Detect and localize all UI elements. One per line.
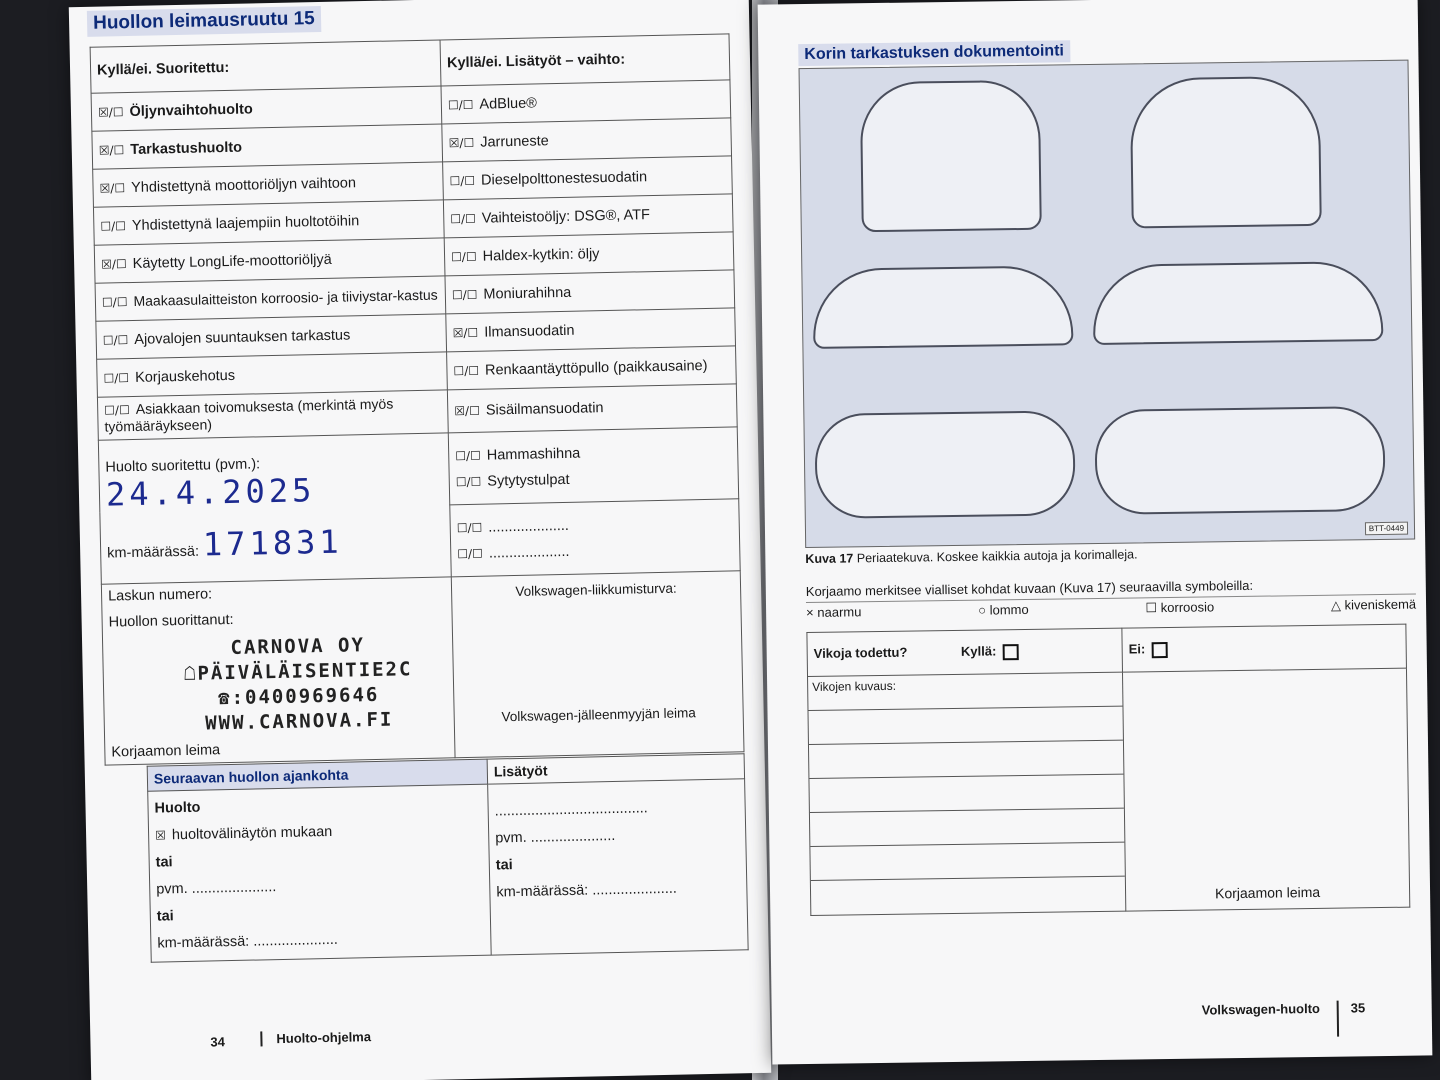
stone-chip-symbol: △ kiveniskemä	[1330, 596, 1417, 613]
form-row	[447, 346, 737, 390]
dent-symbol: ○ lommo	[978, 601, 1029, 618]
dealer-stamp-label: Volkswagen-jälleenmyyjän leima	[501, 705, 697, 725]
row-label: Öljynvaihtohuolto	[129, 100, 253, 120]
date-field[interactable]: pvm. .....................	[495, 827, 616, 847]
indicator-label: huoltovälinäytön mukaan	[171, 823, 333, 844]
row-label: Asiakkaan toivomuksesta (merkintä myös työmääräykseen)	[104, 395, 394, 435]
row-label: Renkaantäyttöpullo (paikkausaine)	[484, 357, 708, 379]
scratch-symbol: × naarmu	[806, 604, 862, 621]
checkbox-pair[interactable]: ☐/☐	[456, 520, 483, 535]
legend-instruction: Korjaamo merkitsee vialliset kohdat kuvaan (Kuva 17) seuraavilla symboleilla:	[806, 576, 1416, 604]
symbol-legend	[806, 576, 1416, 622]
row-label: Yhdistettynä laajempiin huoltotöihin	[131, 212, 360, 234]
no-checkbox[interactable]	[1151, 642, 1167, 658]
invoice-label: Laskun numero:	[107, 586, 213, 605]
form-row	[445, 270, 735, 314]
row-label: Haldex-kytkin: öljy	[482, 245, 600, 265]
figure-code: BTT-0449	[1365, 522, 1408, 536]
or-label: tai	[495, 857, 513, 874]
form-row	[448, 427, 738, 505]
row-label: Moniurahihna	[483, 284, 572, 303]
yes-checkbox[interactable]	[1002, 644, 1018, 660]
row-label: Sytytystulpat	[487, 471, 570, 490]
checkbox-pair[interactable]: ☐/☐	[103, 370, 130, 386]
checkbox-pair[interactable]: ☐/☐	[104, 403, 130, 418]
checkbox-pair[interactable]: ☒/☐	[452, 325, 479, 340]
form-row	[442, 118, 732, 162]
row-label: Korjauskehotus	[134, 367, 236, 386]
page-number-right: 35	[1337, 1000, 1366, 1036]
row-label: Tarkastushuolto	[130, 139, 243, 158]
row-label: ....................	[488, 543, 570, 562]
car-left-side-view	[812, 265, 1073, 349]
no-cell	[1122, 624, 1407, 672]
checkbox-pair[interactable]: ☐/☐	[455, 474, 482, 489]
stamp-line: CARNOVA OY	[230, 634, 366, 659]
page-title: Huollon leimausruutu 15	[87, 6, 321, 37]
car-rear-view	[860, 80, 1042, 232]
description-line[interactable]	[809, 775, 1123, 813]
extra-works-line[interactable]: ......................................	[494, 800, 648, 820]
workshop-stamp-label-right: Korjaamon leima	[1214, 883, 1321, 902]
description-label: Vikojen kuvaus:	[808, 673, 1122, 711]
workshop-stamp-label: Korjaamon leima	[111, 742, 221, 761]
stamp-line: ☎:0400969646	[217, 683, 380, 710]
workshop-stamp	[149, 631, 448, 737]
col1-header: Kyllä/ei. Suoritettu:	[90, 40, 441, 93]
extra-works-cell	[488, 779, 749, 955]
row-label: Ilmansuodatin	[484, 322, 575, 341]
body-diagram	[799, 60, 1416, 548]
service-date-cell	[98, 433, 451, 584]
form-row	[441, 80, 731, 124]
caption-label: Kuva 17	[805, 551, 854, 567]
checkbox-pair[interactable]: ☒/☐	[97, 104, 124, 120]
checkbox-pair[interactable]: ☐/☐	[101, 295, 128, 310]
description-cell	[808, 672, 1126, 915]
row-label: Jarruneste	[480, 132, 549, 151]
service-form-table	[90, 33, 745, 765]
description-line[interactable]	[810, 843, 1124, 881]
performed-by-cell	[101, 577, 455, 765]
form-row	[446, 308, 736, 352]
checkbox-pair[interactable]: ☒/☐	[454, 403, 481, 419]
checkbox-pair[interactable]: ☐/☐	[447, 97, 474, 112]
description-line[interactable]	[809, 741, 1123, 779]
footer-left: Huolto-ohjelma	[260, 1029, 371, 1046]
footer-right: Volkswagen-huolto	[1201, 1000, 1321, 1018]
service-booklet	[80, 0, 1430, 1080]
page-number-left: 34	[210, 1034, 226, 1050]
stamp-line: WWW.CARNOVA.FI	[204, 708, 394, 735]
form-row	[447, 384, 737, 433]
corrosion-symbol: ☐ korroosio	[1145, 599, 1215, 616]
form-row	[443, 156, 733, 200]
form-row	[450, 499, 740, 577]
checkbox-pair[interactable]: ☒/☐	[99, 180, 126, 196]
row-label: Maakaasulaitteiston korroosio- ja tiiviystar-kastus	[133, 286, 438, 309]
next-service-label: Huolto	[154, 799, 201, 817]
right-page	[758, 0, 1433, 1065]
car-underbody-view	[1094, 406, 1385, 515]
car-right-side-view	[1092, 261, 1383, 345]
form-row	[444, 232, 734, 276]
workshop-stamp-cell	[1122, 668, 1409, 911]
form-row	[97, 390, 448, 440]
row-label: Hammashihna	[486, 445, 581, 464]
figure-caption	[805, 547, 1137, 566]
checkbox-pair[interactable]: ☐/☐	[453, 363, 480, 378]
indicator-checkbox[interactable]: ☒	[154, 828, 167, 843]
km-label: km-määrässä:	[107, 543, 200, 562]
row-label: Yhdistettynä moottoriöljyn vaihtoon	[130, 174, 357, 196]
or-label: tai	[156, 908, 174, 925]
next-service-title: Seuraavan huollon ajankohta	[147, 759, 487, 791]
km-field[interactable]: km-määrässä: .....................	[496, 880, 678, 901]
performed-by-label: Huollon suorittanut:	[108, 611, 234, 631]
no-label: Ei:	[1128, 641, 1146, 657]
service-date-label: Huolto suoritettu (pvm.):	[105, 455, 261, 476]
left-page	[69, 0, 771, 1080]
defects-question: Vikoja todettu?	[813, 644, 908, 662]
stamp-line: ☖PÄIVÄLÄISENTIE2C	[183, 658, 413, 685]
row-label: AdBlue®	[479, 94, 538, 113]
checkbox-pair[interactable]: ☐/☐	[457, 546, 483, 561]
checkbox-pair[interactable]: ☒/☐	[98, 142, 125, 158]
description-line[interactable]	[810, 809, 1124, 847]
defects-table	[806, 624, 1410, 916]
checkbox-pair[interactable]: ☐/☐	[100, 218, 127, 234]
yes-label: Kyllä:	[960, 643, 997, 660]
row-label: Ajovalojen suuntauksen tarkastus	[134, 326, 351, 348]
extra-works-title: Lisätyöt	[487, 754, 744, 784]
defects-question-cell	[807, 628, 1123, 676]
page-title-right: Korin tarkastuksen dokumentointi	[798, 40, 1070, 66]
checkbox-pair[interactable]: ☒/☐	[101, 256, 127, 272]
checkbox-pair[interactable]: ☐/☐	[451, 287, 478, 302]
service-date-handwritten: 24.4.2025	[105, 470, 316, 514]
checkbox-pair[interactable]: ☐/☐	[455, 448, 481, 463]
or-label: tai	[155, 854, 173, 871]
col2-header: Kyllä/ei. Lisätyöt – vaihto:	[440, 34, 730, 86]
checkbox-pair[interactable]: ☐/☐	[449, 173, 476, 188]
km-handwritten: 171831	[202, 522, 343, 564]
next-service-table	[147, 753, 749, 962]
row-label: Käytetty LongLife-moottoriöljyä	[132, 251, 332, 272]
checkbox-pair[interactable]: ☐/☐	[102, 332, 129, 348]
checkbox-pair[interactable]: ☐/☐	[450, 249, 477, 264]
dealer-cell	[451, 571, 744, 758]
car-front-view	[1130, 76, 1322, 229]
row-label: ....................	[488, 517, 570, 536]
row-label: Sisäilmansuodatin	[485, 400, 604, 419]
km-field[interactable]: km-määrässä: .....................	[157, 931, 339, 952]
checkbox-pair[interactable]: ☐/☐	[450, 211, 476, 226]
row-label: Vaihteistoöljy: DSG®, ATF	[481, 206, 651, 227]
car-top-view	[814, 410, 1075, 519]
next-service-cell	[148, 784, 492, 962]
mobility-label: Volkswagen-liikkumisturva:	[515, 580, 677, 600]
date-field[interactable]: pvm. .....................	[156, 879, 277, 898]
row-label: Dieselpolttonestesuodatin	[480, 168, 648, 189]
description-line[interactable]	[808, 707, 1122, 745]
form-row	[443, 194, 733, 238]
caption-text: Periaatekuva. Koskee kaikkia autoja ja korimalleja.	[856, 547, 1138, 566]
checkbox-pair[interactable]: ☒/☐	[448, 135, 475, 150]
description-line[interactable]	[811, 877, 1125, 915]
